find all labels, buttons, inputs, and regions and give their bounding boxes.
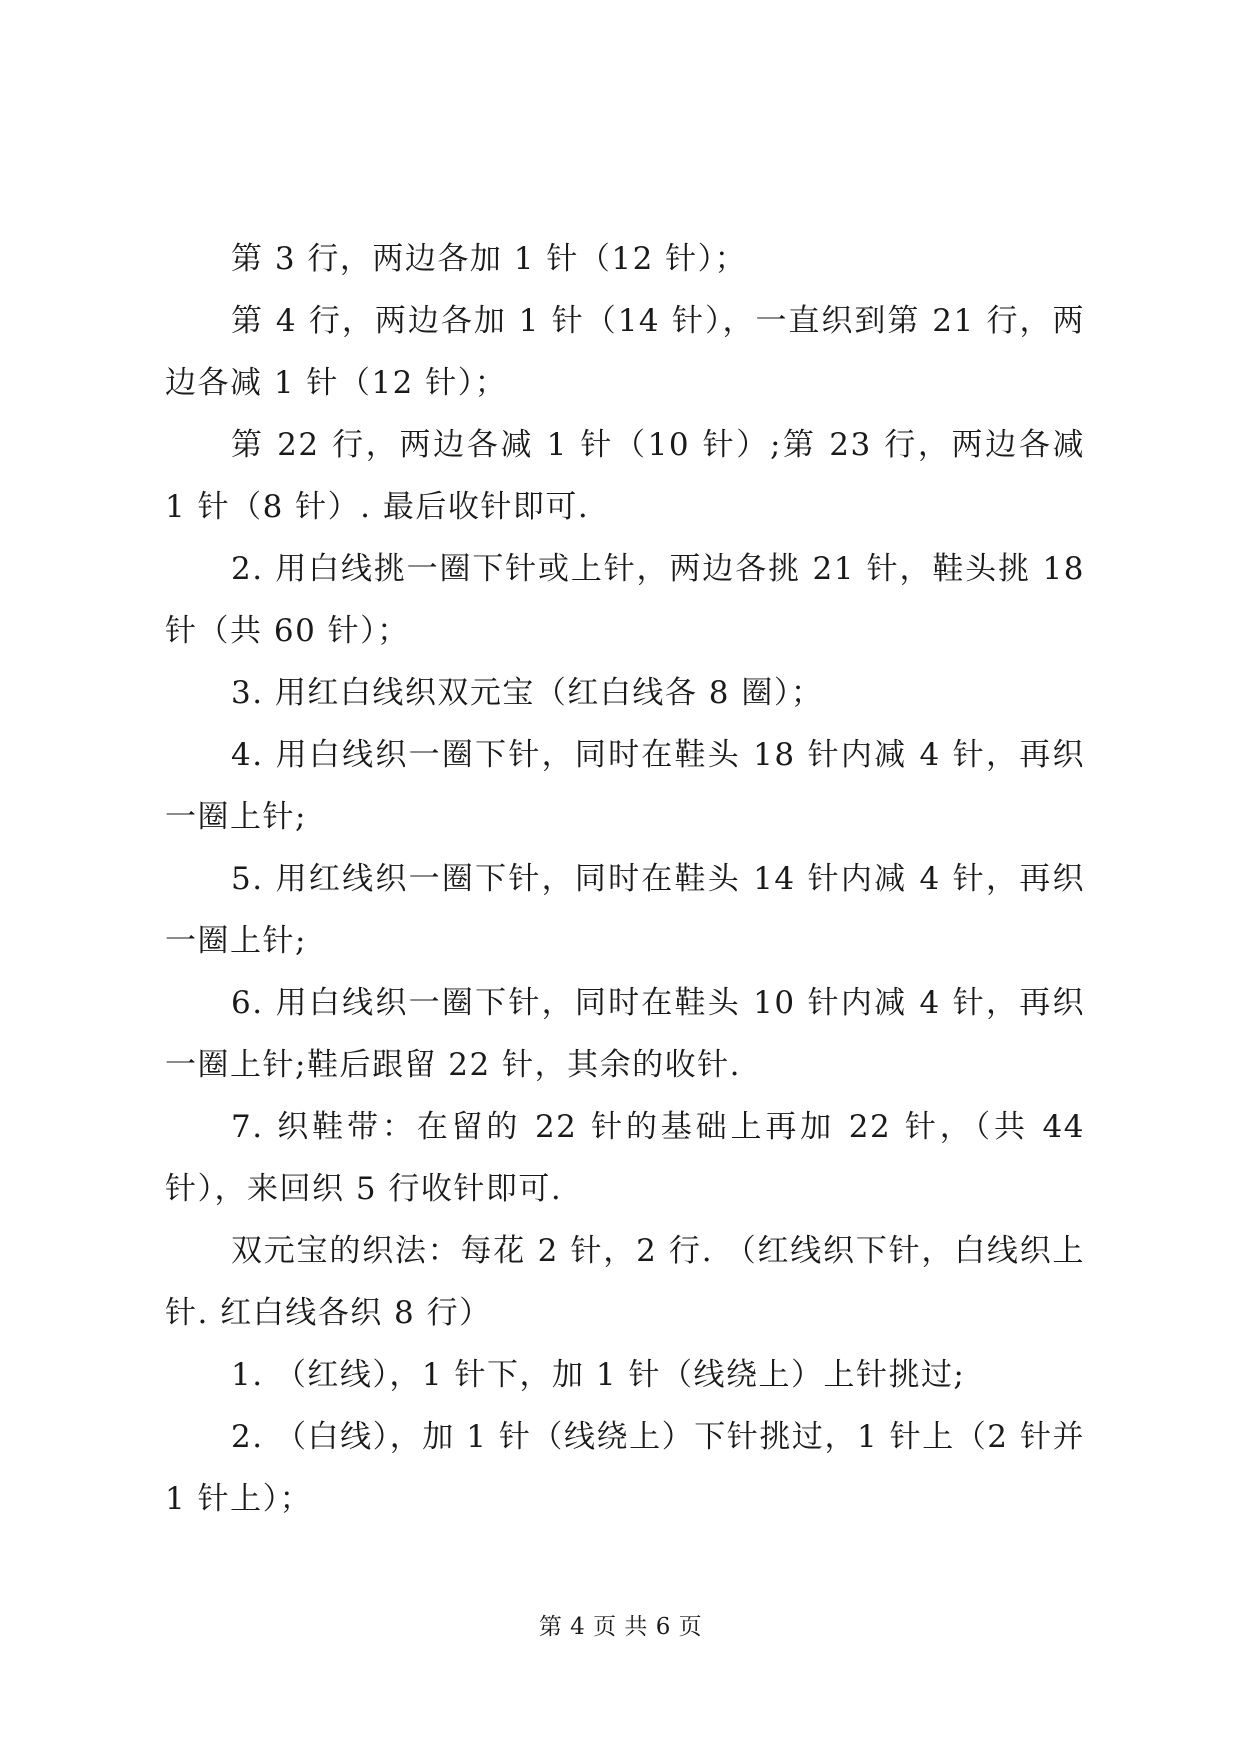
paragraph: 2. （白线），加 1 针（线绕上）下针挑过，1 针上（2 针并 1 针上）； bbox=[165, 1419, 1085, 1517]
paragraph: 第 22 行，两边各减 1 针（10 针）;第 23 行，两边各减 1 针（8 针）. 最后收针即可. bbox=[165, 427, 1085, 525]
paragraph: 双元宝的织法：每花 2 针，2 行. （红线织下针，白线织上针. 红白线各织 8 行） bbox=[165, 1233, 1085, 1331]
paragraph: 3. 用红白线织双元宝（红白线各 8 圈）； bbox=[231, 675, 824, 711]
paragraph: 7. 织鞋带：在留的 22 针的基础上再加 22 针，（共 44 针），来回织 5 行收针即可. bbox=[165, 1109, 1085, 1207]
document-body bbox=[165, 228, 1085, 1530]
paragraph: 第 4 行，两边各加 1 针（14 针），一直织到第 21 行，两边各减 1 针（12 针）； bbox=[165, 303, 1085, 401]
paragraph: 第 3 行，两边各加 1 针（12 针）； bbox=[231, 241, 748, 277]
paragraph: 2. 用白线挑一圈下针或上针，两边各挑 21 针，鞋头挑 18 针（共 60 针）； bbox=[165, 551, 1085, 649]
paragraph: 5. 用红线织一圈下针，同时在鞋头 14 针内减 4 针，再织一圈上针; bbox=[165, 861, 1085, 959]
paragraph: 1. （红线），1 针下，加 1 针（线绕上）上针挑过; bbox=[231, 1357, 966, 1393]
page-footer bbox=[0, 1612, 1241, 1642]
paragraph: 4. 用白线织一圈下针，同时在鞋头 18 针内减 4 针，再织一圈上针; bbox=[165, 737, 1085, 835]
page-number-label: 第 4 页 共 6 页 bbox=[538, 1614, 703, 1640]
paragraph: 6. 用白线织一圈下针，同时在鞋头 10 针内减 4 针，再织一圈上针;鞋后跟留 22 针，其余的收针. bbox=[165, 985, 1085, 1083]
